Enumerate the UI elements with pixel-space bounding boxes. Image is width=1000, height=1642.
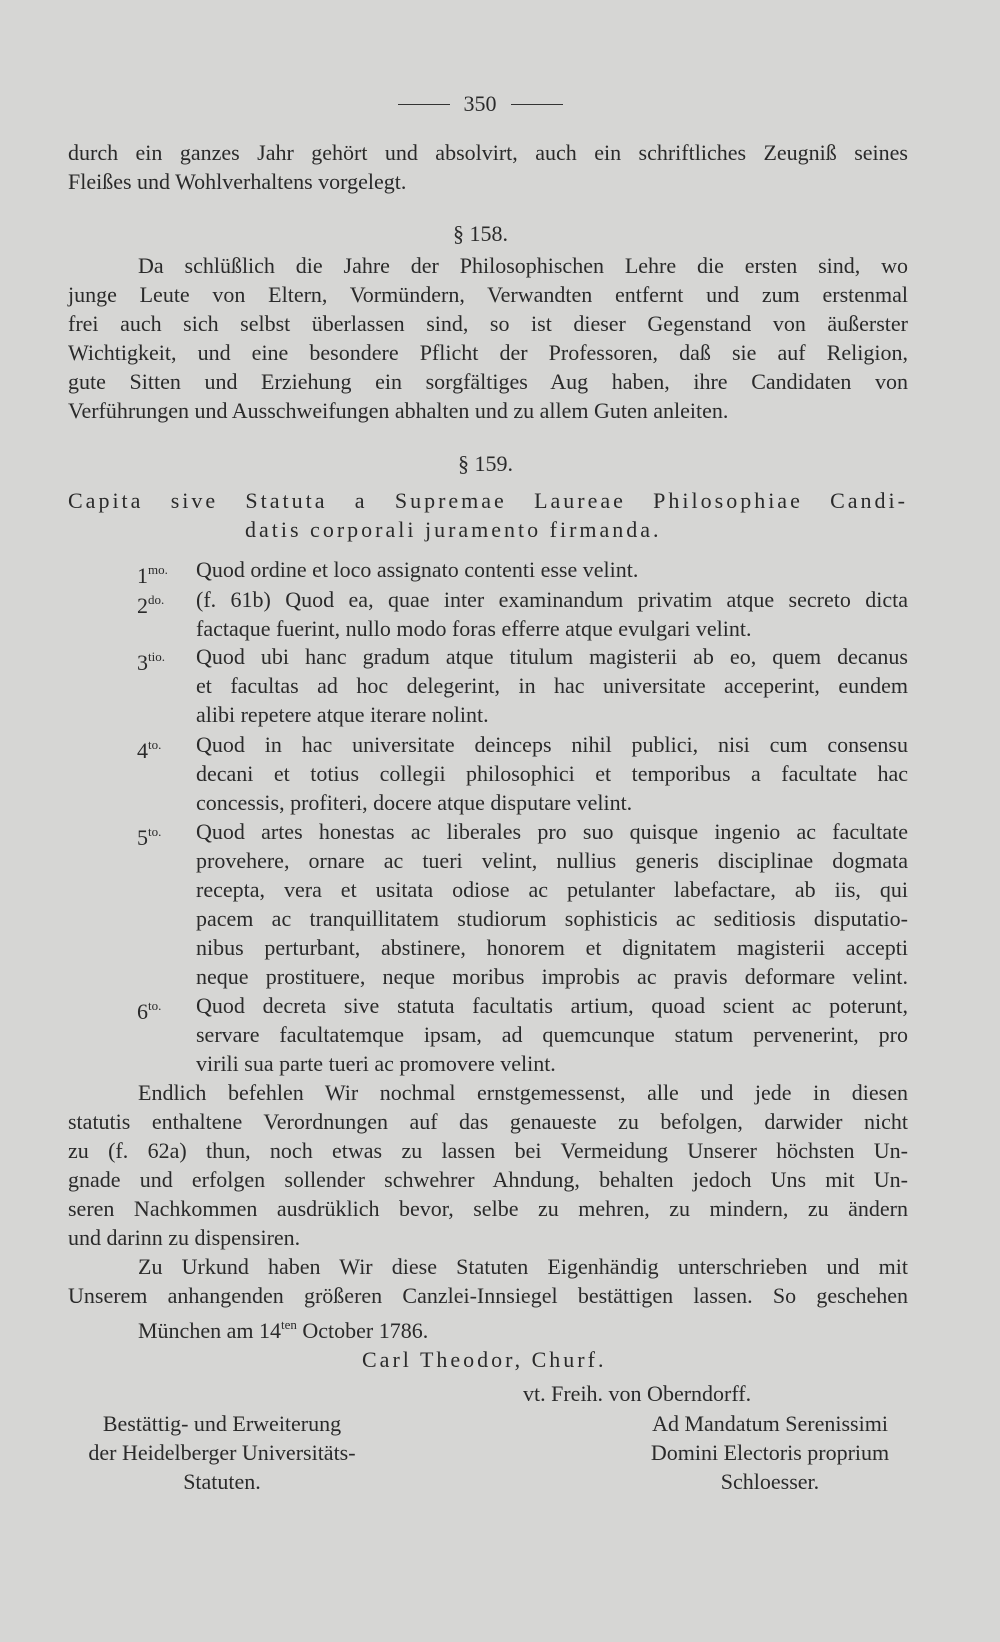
item-text: Quod ubi hanc gradum atque titulum magisterii ab eo, quem decanus	[196, 644, 908, 669]
text-line: seren Nachkommen ausdrüklich bevor, selbe zu mehren, zu mindern, zu ändern	[68, 1196, 908, 1221]
item-text: Quod artes honestas ac liberales pro suo quisque ingenio ac facultate	[196, 819, 908, 844]
margin-note-left: der Heidelberger Universitäts-	[88, 1440, 356, 1465]
item-text: alibi repetere atque iterare nolint.	[196, 702, 489, 727]
margin-note-left: Bestättig- und Erweiterung	[102, 1411, 342, 1436]
item-text: servare facultatemque ipsam, ad quemcunque statum pervenerint, pro	[196, 1022, 908, 1047]
item-text: neque prostituere, neque moribus improbis ac pravis deformare velint.	[196, 964, 908, 989]
margin-note-left: Statuten.	[183, 1469, 261, 1494]
header-dash-left	[398, 104, 450, 105]
text-line: durch ein ganzes Jahr gehört und absolvirt, auch ein schriftliches Zeugniß seines	[68, 140, 908, 165]
page-header	[380, 90, 580, 118]
item-text: et facultas ad hoc delegerint, in hac universitate acceperint, eundem	[196, 673, 908, 698]
statuta-heading: datis corporali juramento firmanda.	[245, 517, 662, 542]
text-line: Zu Urkund haben Wir diese Statuten Eigenhändig unterschrieben und mit	[138, 1254, 908, 1279]
mandate-signature: Schloesser.	[720, 1469, 820, 1494]
text-line: Unserem anhangenden größeren Canzlei-Innsiegel bestättigen lassen. So geschehen	[68, 1283, 908, 1308]
signature-countersign: vt. Freih. von Oberndorff.	[523, 1381, 752, 1406]
mandate-note: Ad Mandatum Serenissimi	[652, 1411, 888, 1436]
text-line: gnade und erfolgen sollender schwehrer Ahndung, behalten jedoch Uns mit Un-	[68, 1167, 908, 1192]
item-numeral: $1^{mo.}$	[137, 562, 168, 588]
text-line: frei auch sich selbst überlassen sind, so ist dieser Gegenstand von äußerster	[68, 311, 908, 336]
page-number: 350	[463, 91, 497, 116]
item-numeral: $5^{to.}$	[137, 824, 162, 850]
section-158-heading: § 158.	[453, 221, 508, 246]
item-text: pacem ac tranquillitatem studiorum sophisticis ac seditiosis disputatio-	[196, 906, 908, 931]
statuta-heading: Capita sive Statuta a Supremae Laureae Philosophiae Candi-	[68, 488, 908, 513]
item-text: virili sua parte tueri ac promovere velint.	[196, 1051, 556, 1076]
item-numeral: $4^{to.}$	[137, 737, 162, 763]
item-text: Quod ordine et loco assignato contenti esse velint.	[196, 557, 639, 582]
header-dash-right	[511, 104, 563, 105]
item-text: factaque fuerint, nullo modo foras efferre atque evulgari velint.	[196, 616, 752, 641]
item-text: Quod in hac universitate deinceps nihil publici, nisi cum consensu	[196, 732, 908, 757]
item-text: decani et totius collegii philosophici et temporibus a facultate hac	[196, 761, 908, 786]
item-numeral: $3^{tio.}$	[137, 649, 165, 675]
signature-elector: Carl Theodor, Churf.	[362, 1347, 607, 1372]
item-text: provehere, ornare ac tueri velint, nullius generis disciplinae dogmata	[196, 848, 908, 873]
text-line: Fleißes und Wohlverhaltens vorgelegt.	[68, 169, 407, 194]
item-numeral: $2^{do.}$	[137, 592, 165, 618]
text-line: gute Sitten und Erziehung ein sorgfältiges Aug haben, ihre Candidaten von	[68, 369, 908, 394]
mandate-note: Domini Electoris proprium	[650, 1440, 890, 1465]
text-line: Endlich befehlen Wir nochmal ernstgemessenst, alle und jede in diesen	[138, 1080, 908, 1105]
text-line: junge Leute von Eltern, Vormündern, Verwandten entfernt und zum erstenmal	[68, 282, 908, 307]
section-159-heading: § 159.	[458, 451, 513, 476]
text-line: Da schlüßlich die Jahre der Philosophischen Lehre die ersten sind, wo	[138, 253, 908, 278]
text-line: Verführungen und Ausschweifungen abhalten und zu allem Guten anleiten.	[68, 398, 729, 423]
item-text: nibus perturbant, abstinere, honorem et dignitatem magisterii accepti	[196, 935, 908, 960]
item-text: recepta, vera et usitata odiose ac petulanter labefactare, ab iis, qui	[196, 877, 908, 902]
text-line: und darinn zu dispensiren.	[68, 1225, 301, 1250]
date-line: München am $14^{ten}$ October 1786.	[138, 1317, 429, 1343]
item-numeral: $6^{to.}$	[137, 998, 162, 1024]
text-line: Wichtigkeit, und eine besondere Pflicht der Professoren, daß sie auf Religion,	[68, 340, 908, 365]
item-text: Quod decreta sive statuta facultatis artium, quoad scient ac poterunt,	[196, 993, 908, 1018]
text-line: statutis enthaltene Verordnungen auf das genaueste zu befolgen, darwider nicht	[68, 1109, 908, 1134]
item-text: (f. 61b) Quod ea, quae inter examinandum privatim atque secreto dicta	[196, 587, 908, 612]
item-text: concessis, profiteri, docere atque disputare velint.	[196, 790, 633, 815]
text-line: zu (f. 62a) thun, noch etwas zu lassen bei Vermeidung Unserer höchsten Un-	[68, 1138, 908, 1163]
